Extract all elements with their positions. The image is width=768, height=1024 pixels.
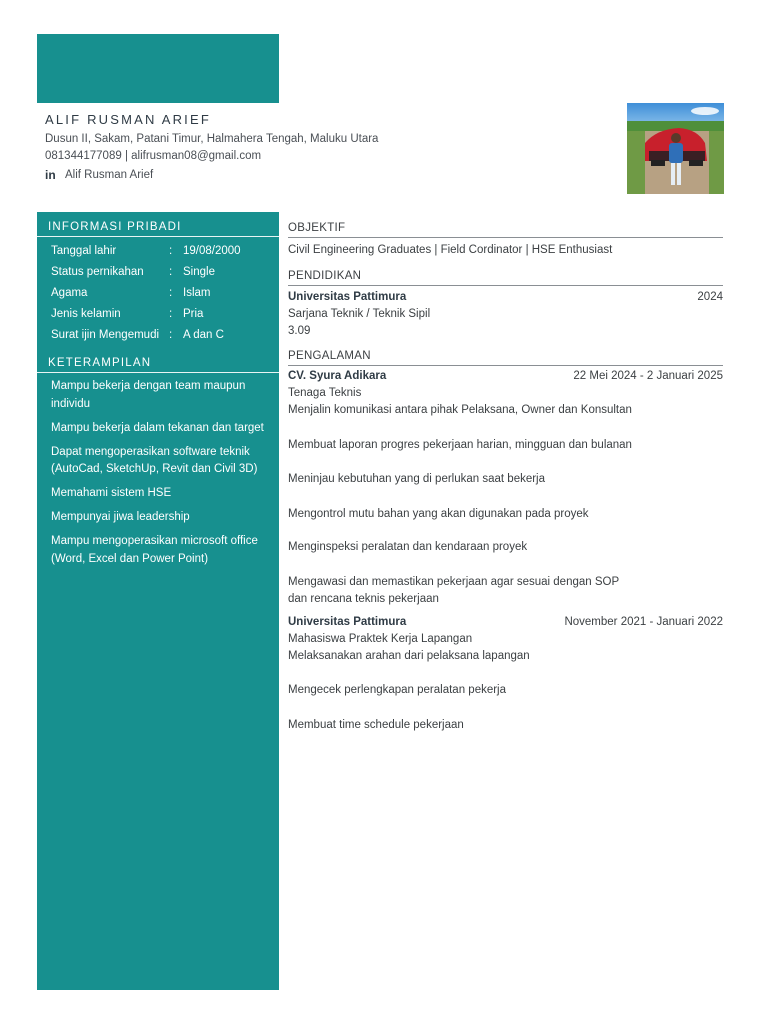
info-value: Single <box>183 265 215 278</box>
job-company: CV. Syura Adikara <box>288 370 387 382</box>
job-role: Tenaga Teknis <box>288 387 362 399</box>
skill-item: Mempunyai jiwa leadership <box>51 511 190 523</box>
info-label: Status pernikahan <box>51 265 144 278</box>
info-row-license <box>51 324 241 345</box>
job-task: Membuat time schedule pekerjaan <box>288 718 464 731</box>
main-content <box>288 222 723 734</box>
info-colon: : <box>169 265 173 278</box>
skills-list <box>51 378 276 575</box>
objective-title: OBJEKTIF <box>288 222 723 238</box>
info-row-religion <box>51 282 241 303</box>
personal-info-table <box>51 240 241 345</box>
info-label: Surat ijin Mengemudi <box>51 328 160 341</box>
job-header <box>288 368 723 385</box>
contact-info[interactable]: 081344177089 | alifrusman08@gmail.com <box>45 150 262 162</box>
linkedin-name[interactable]: Alif Rusman Arief <box>65 169 154 181</box>
education-school: Universitas Pattimura <box>288 291 407 303</box>
info-colon: : <box>169 286 173 299</box>
objective-text: Civil Engineering Graduates | Field Cordinator | HSE Enthusiast <box>288 244 613 256</box>
info-row-gender <box>51 303 241 324</box>
info-colon: : <box>169 244 173 257</box>
skill-item: Memahami sistem HSE <box>51 487 172 499</box>
skills-title: KETERAMPILAN <box>48 357 152 369</box>
skill-item: Mampu bekerja dengan team maupun individu <box>51 380 246 410</box>
header <box>45 112 605 184</box>
job-task: Menginspeksi peralatan dan kendaraan proyek <box>288 541 528 553</box>
job-task: Mengontrol mutu bahan yang akan digunakan pada proyek <box>288 507 589 520</box>
info-label: Jenis kelamin <box>51 307 121 320</box>
skill-item: Mampu mengoperasikan microsoft office (Word, Excel dan Power Point) <box>51 535 258 565</box>
info-value: A dan C <box>183 328 224 341</box>
info-row-birthdate <box>51 240 241 261</box>
job-task: Meninjau kebutuhan yang di perlukan saat bekerja <box>288 473 546 485</box>
info-value: 19/08/2000 <box>183 244 241 257</box>
info-divider <box>37 236 279 237</box>
education-year: 2024 <box>697 291 723 303</box>
info-colon: : <box>169 307 173 320</box>
sidebar <box>37 212 279 990</box>
full-name: ALIF RUSMAN ARIEF <box>45 112 211 127</box>
info-label: Tanggal lahir <box>51 244 117 257</box>
job-task: Membuat laporan progres pekerjaan harian, mingguan dan bulanan <box>288 438 632 451</box>
education-header <box>288 289 723 306</box>
info-title: INFORMASI PRIBADI <box>48 221 182 233</box>
job-task: Mengecek perlengkapan peralatan pekerja <box>288 684 507 696</box>
linkedin-icon: in <box>45 168 56 182</box>
education-degree: Sarjana Teknik / Teknik Sipil <box>288 308 431 320</box>
profile-photo <box>627 103 724 194</box>
job-task: Menjalin komunikasi antara pihak Pelaksana, Owner dan Konsultan <box>288 404 632 416</box>
info-value: Pria <box>183 307 204 320</box>
job-period: November 2021 - Januari 2022 <box>564 615 723 628</box>
linkedin-row[interactable] <box>45 167 605 184</box>
job-header <box>288 614 723 631</box>
job-company: Universitas Pattimura <box>288 615 407 628</box>
skill-item: Mampu bekerja dalam tekanan dan target <box>51 421 264 434</box>
skills-divider <box>37 372 279 373</box>
header-accent-block <box>37 34 279 103</box>
job-period: 22 Mei 2024 - 2 Januari 2025 <box>573 370 723 382</box>
info-value: Islam <box>183 286 211 299</box>
info-colon: : <box>169 328 173 341</box>
info-row-marital <box>51 261 241 282</box>
info-label: Agama <box>51 286 88 299</box>
education-title: PENDIDIKAN <box>288 270 723 286</box>
job-task: Melaksanakan arahan dari pelaksana lapangan <box>288 649 530 662</box>
skill-item: Dapat mengoperasikan software teknik (AutoCad, SketchUp, Revit dan Civil 3D) <box>51 445 258 475</box>
address: Dusun II, Sakam, Patani Timur, Halmahera Tengah, Maluku Utara <box>45 133 379 145</box>
job-role: Mahasiswa Praktek Kerja Lapangan <box>288 632 473 645</box>
job-task: Mengawasi dan memastikan pekerjaan agar sesuai dengan SOP dan rencana teknis pekerjaan <box>288 575 619 605</box>
education-gpa: 3.09 <box>288 325 311 337</box>
experience-title: PENGALAMAN <box>288 350 723 366</box>
